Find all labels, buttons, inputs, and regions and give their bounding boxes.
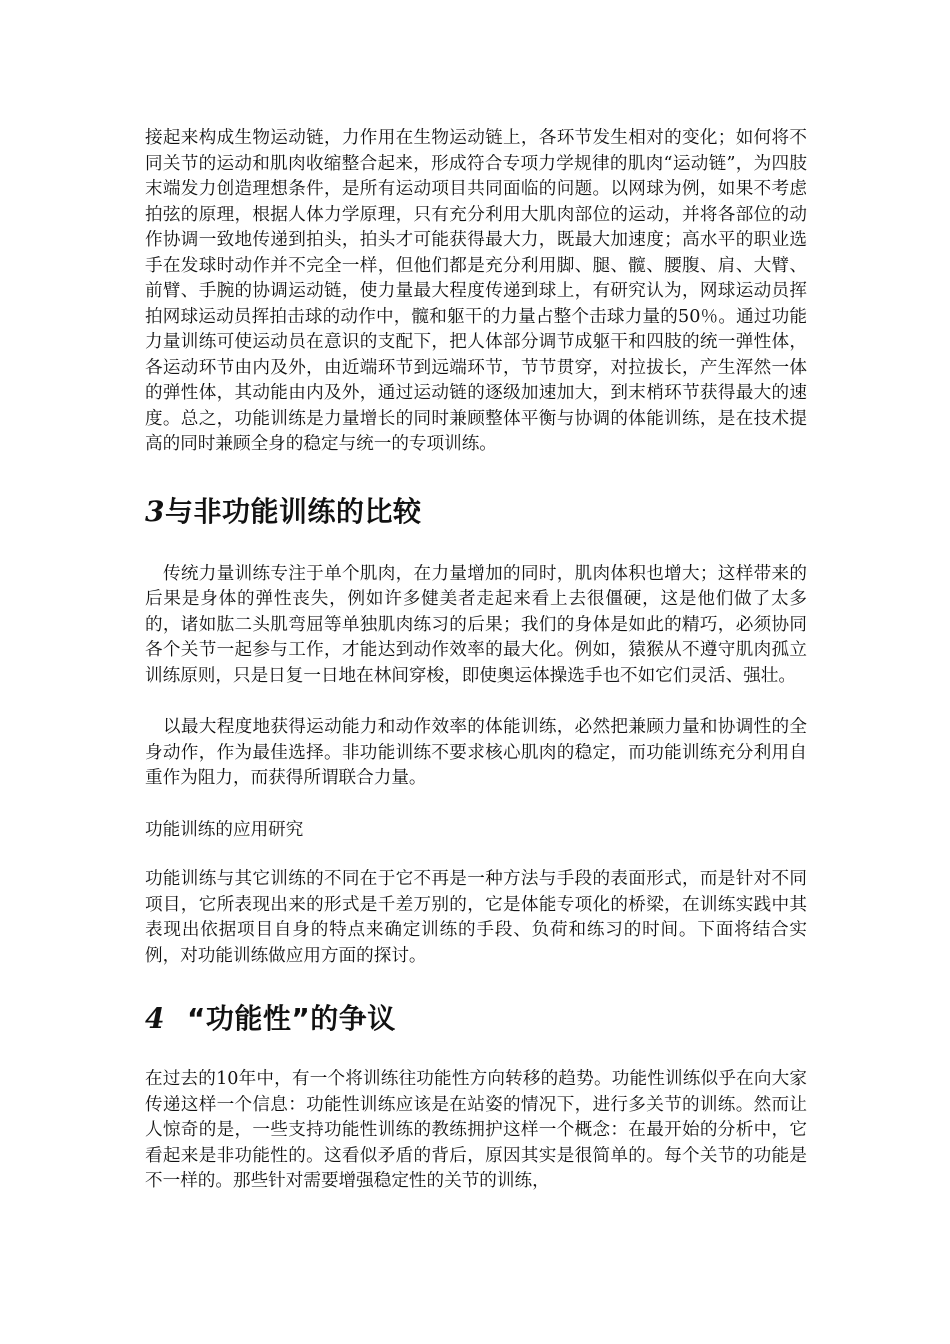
document-page (145, 126, 807, 1195)
section-title-4: “功能性”的争议 (186, 1002, 396, 1035)
paragraph-kinetic-chain: 接起来构成生物运动链，力作用在生物运动链上，各环节发生相对的变化；如何将不同关节的运动和肌肉收缩整合起来，形成符合专项力学规律的肌肉“运动链”，为四肢末端发力创造理想条件，是所有运动项目共同面临的问题。以网球为例，如果不考虑拍弦的原理，根据人体力学原理，只有充分利用大肌肉部位的运动，并将各部位的动作协调一致地传递到拍头，拍头才可能获得最大力，既最大加速度；高水平的职业选手在发球时动作并不完全一样，但他们都是充分利用脚、腿、髋、腰腹、肩、大臂、前臂、手腕的协调运动链，使力量最大程度传递到球上，有研究认为，网球运动员挥拍网球运动员挥拍击球的动作中，髋和躯干的力量占整个击球力量的50％。通过功能力量训练可使运动员在意识的支配下，把人体部分调节成躯干和四肢的统一弹性体，各运动环节由内及外，由近端环节到远端环节，节节贯穿，对拉拔长，产生浑然一体的弹性体，其动能由内及外，通过运动链的逐级加速加大，到末梢环节获得最大的速度。总之，功能训练是力量增长的同时兼顾整体平衡与协调的体能训练，是在技术提高的同时兼顾全身的稳定与统一的专项训练。 (145, 128, 807, 454)
section-heading-3 (145, 492, 807, 532)
paragraph-full-body-movement: 以最大程度地获得运动能力和动作效率的体能训练，必然把兼顾力量和协调性的全身动作，作为最佳选择。非功能训练不要求核心肌肉的稳定，而功能训练充分利用自重作为阻力，而获得所谓联合力量。 (145, 717, 807, 788)
paragraph-functional-debate: 在过去的10年中，有一个将训练往功能性方向转移的趋势。功能性训练似乎在向大家传递这样一个信息：功能性训练应该是在站姿的情况下，进行多关节的训练。然而让人惊奇的是，一些支持功能性训练的教练拥护这样一个概念：在最开始的分析中，它看起来是非功能性的。这看似矛盾的背后，原因其实是很简单的。每个关节的功能是不一样的。那些针对需要增强稳定性的关节的训练， (145, 1069, 807, 1191)
subheading-application-research: 功能训练的应用研究 (145, 819, 304, 840)
section-number-4: 4 (145, 1002, 165, 1035)
paragraph-traditional-training: 传统力量训练专注于单个肌肉，在力量增加的同时，肌肉体积也增大；这样带来的后果是身体的弹性丧失，例如许多健美者走起来看上去很僵硬，这是他们做了太多的，诸如肱二头肌弯屈等单独肌肉练习的后果；我们的身体是如此的精巧，必须协同各个关节一起参与工作，才能达到动作效率的最大化。例如，猿猴从不遵守肌肉孤立训练原则，只是日复一日地在林间穿梭，即使奥运体操选手也不如它们灵活、强壮。 (145, 563, 807, 686)
paragraph-application: 功能训练与其它训练的不同在于它不再是一种方法与手段的表面形式，而是针对不同项目，它所表现出来的形式是千差万别的，它是体能专项化的桥梁，在训练实践中其表现出依据项目自身的特点来确定训练的手段、负荷和练习的时间。下面将结合实例，对功能训练做应用方面的探讨。 (145, 869, 807, 966)
section-heading-4 (145, 999, 807, 1039)
section-number-3: 3 (145, 494, 165, 528)
section-title-3: 与非功能训练的比较 (164, 494, 422, 528)
